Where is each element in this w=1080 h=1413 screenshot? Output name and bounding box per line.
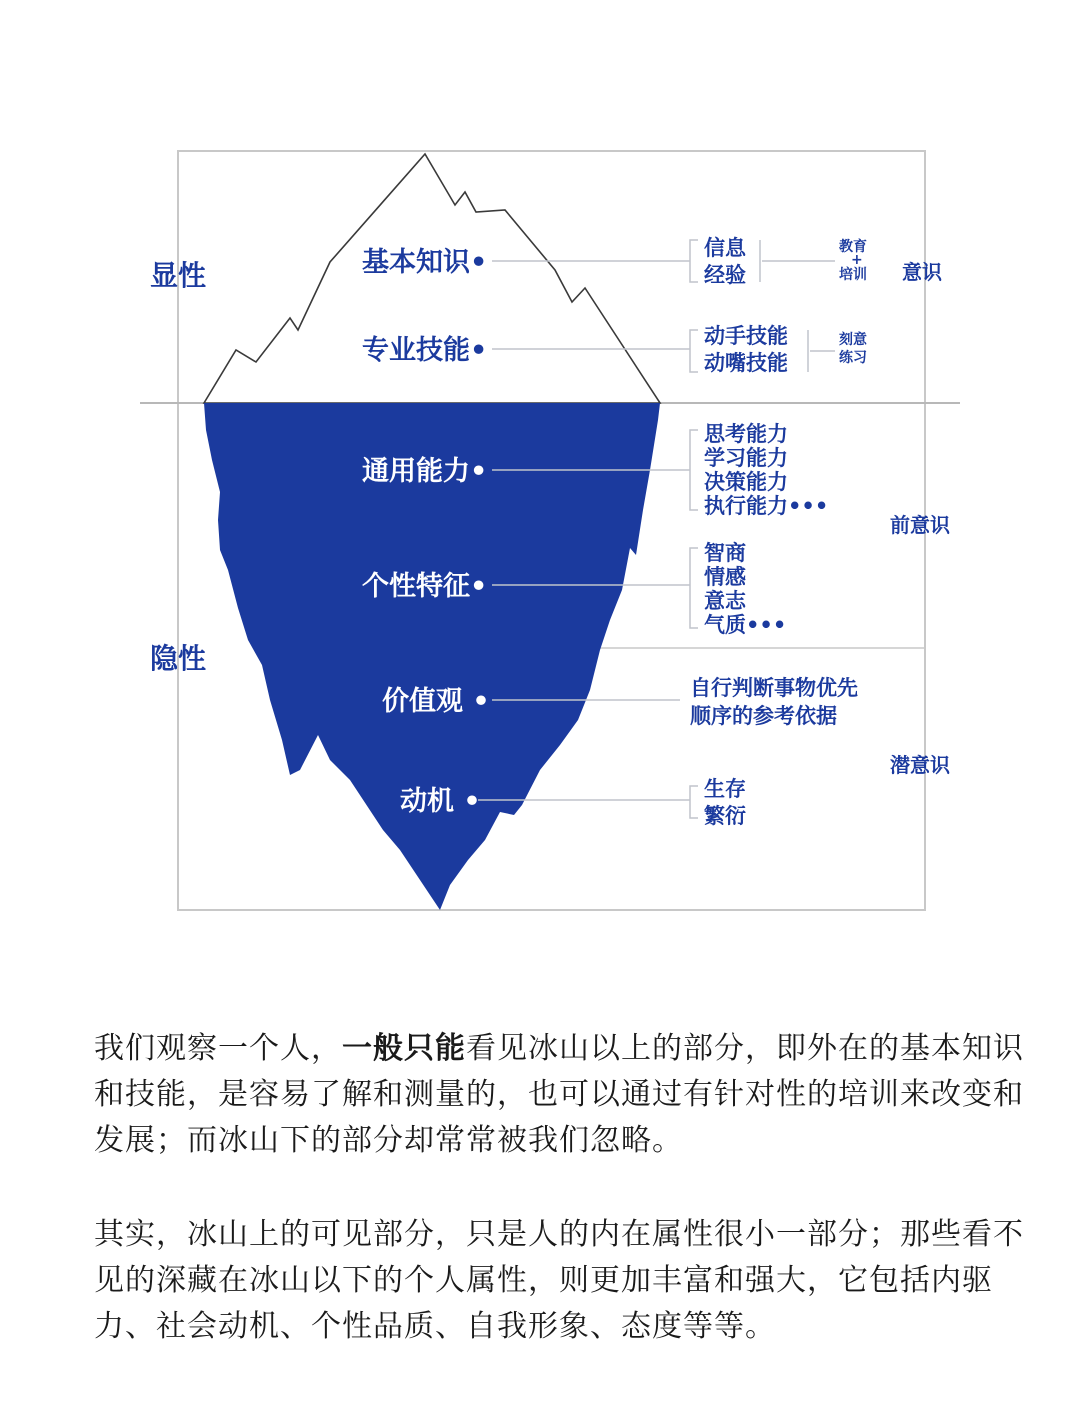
consciousness-subconscious: 潜意识 bbox=[890, 753, 950, 777]
methods-knowledge bbox=[838, 238, 867, 283]
details-personality bbox=[703, 541, 786, 637]
detail-item: 气质••• bbox=[704, 613, 787, 637]
layer-label-personality: 个性特征• bbox=[362, 571, 488, 602]
paragraph-1 bbox=[94, 1026, 1054, 1164]
method-item: + bbox=[851, 252, 863, 268]
details-values bbox=[690, 676, 858, 728]
explicit-label: 显性 bbox=[150, 259, 207, 292]
detail-item: 决策能力 bbox=[704, 470, 788, 494]
implicit-label: 隐性 bbox=[150, 642, 207, 675]
detail-item: 学习能力 bbox=[704, 446, 788, 470]
paragraph-1-start: 我们观察一个人， bbox=[94, 1031, 342, 1066]
method-item: 刻意 bbox=[839, 332, 867, 348]
details-skills bbox=[704, 324, 788, 375]
method-item: 教育 bbox=[839, 239, 867, 255]
detail-item: 顺序的参考依据 bbox=[690, 704, 837, 728]
detail-item: 动手技能 bbox=[704, 324, 788, 348]
paragraph-1-bold: 一般只能 bbox=[342, 1031, 466, 1066]
methods-skills bbox=[839, 331, 867, 366]
consciousness-conscious: 意识 bbox=[902, 260, 942, 284]
detail-item: 意志 bbox=[704, 589, 746, 613]
consciousness-preconscious: 前意识 bbox=[890, 513, 950, 537]
detail-item: 信息 bbox=[704, 236, 746, 260]
detail-item: 生存 bbox=[704, 777, 746, 801]
detail-item: 思考能力 bbox=[704, 422, 788, 446]
paragraph-1-rest: 看见冰山以上的部分，即外在的基本知识和技能，是容易了解和测量的，也可以通过有针对性的培训来改变和发展；而冰山下的部分却常常被我们忽略。 bbox=[94, 1031, 1024, 1158]
details-general-ability bbox=[704, 422, 828, 518]
details-motive bbox=[704, 777, 746, 828]
detail-item: 智商 bbox=[704, 541, 746, 565]
detail-item: 执行能力••• bbox=[704, 494, 829, 518]
method-item: 练习 bbox=[839, 350, 867, 366]
detail-item: 经验 bbox=[704, 263, 746, 287]
layer-label-values: 价值观 • bbox=[382, 686, 490, 717]
detail-item: 情感 bbox=[704, 565, 746, 589]
details-knowledge bbox=[704, 236, 747, 287]
layer-label-skills: 专业技能• bbox=[362, 335, 488, 366]
detail-item: 动嘴技能 bbox=[704, 351, 788, 375]
detail-item: 自行判断事物优先 bbox=[690, 676, 858, 700]
layer-label-motive: 动机 • bbox=[400, 786, 481, 817]
detail-item: 繁衍 bbox=[704, 804, 746, 828]
layer-label-knowledge: 基本知识• bbox=[362, 247, 488, 278]
method-item: 培训 bbox=[839, 267, 867, 283]
layer-label-general-ability: 通用能力• bbox=[362, 456, 488, 487]
paragraph-2: 其实，冰山上的可见部分，只是人的内在属性很小一部分；那些看不见的深藏在冰山以下的个人属性，则更加丰富和强大，它包括内驱力、社会动机、个性品质、自我形象、态度等等。 bbox=[94, 1217, 1024, 1344]
